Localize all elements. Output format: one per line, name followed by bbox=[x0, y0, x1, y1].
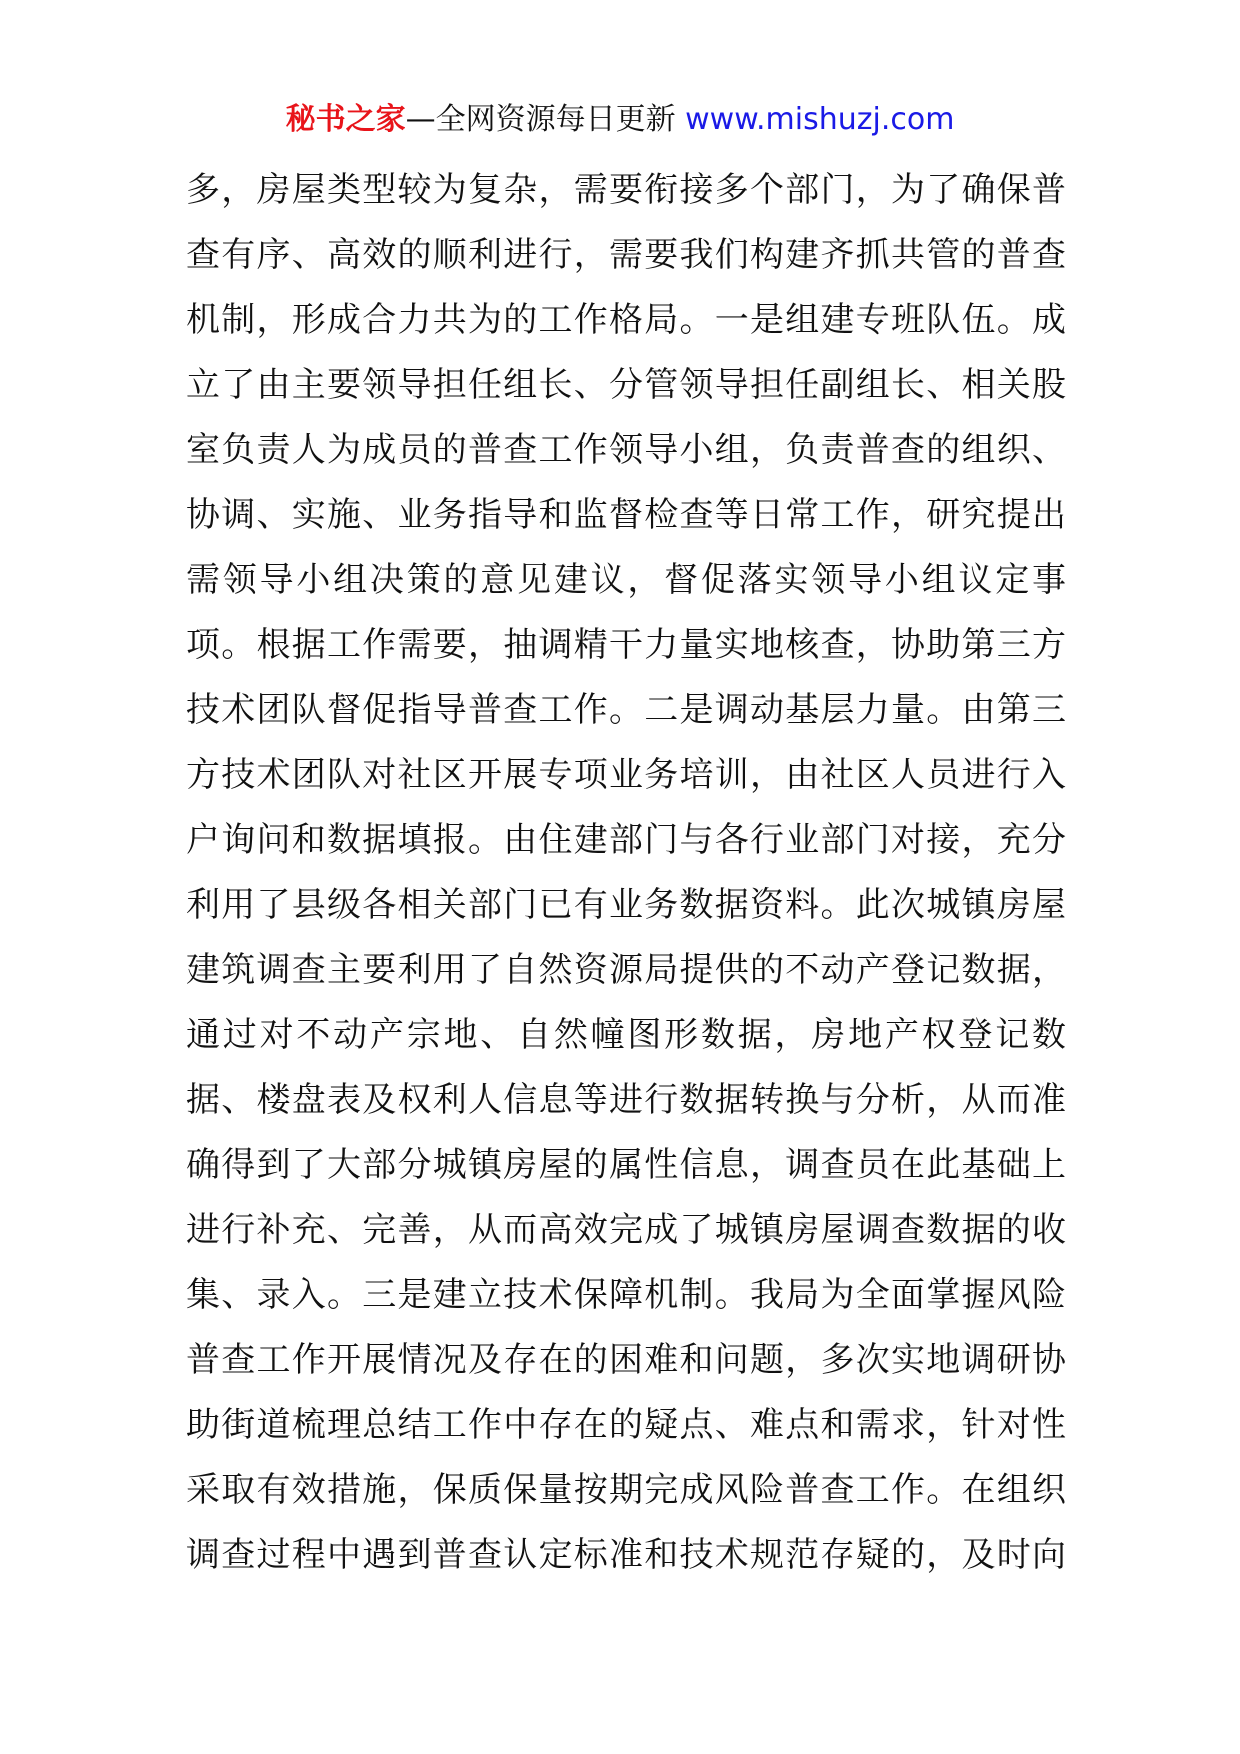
text-line: 技术团队督促指导普查工作。二是调动基层力量。由第三 bbox=[186, 690, 1066, 730]
text-line: 确得到了大部分城镇房屋的属性信息，调查员在此基础上 bbox=[186, 1145, 1066, 1185]
text-line: 进行补充、完善，从而高效完成了城镇房屋调查数据的收 bbox=[186, 1210, 1066, 1250]
text-line: 需领导小组决策的意见建议，督促落实领导小组议定事 bbox=[186, 560, 1066, 600]
page-header bbox=[0, 100, 1240, 140]
text-line: 采取有效措施，保质保量按期完成风险普查工作。在组织 bbox=[186, 1470, 1066, 1510]
text-line: 普查工作开展情况及存在的困难和问题，多次实地调研协 bbox=[186, 1340, 1066, 1380]
text-line: 调查过程中遇到普查认定标准和技术规范存疑的，及时向 bbox=[186, 1535, 1066, 1575]
brand-name: 秘书之家 bbox=[285, 102, 406, 137]
text-line: 利用了县级各相关部门已有业务数据资料。此次城镇房屋 bbox=[186, 885, 1066, 925]
text-line: 立了由主要领导担任组长、分管领导担任副组长、相关股 bbox=[186, 365, 1066, 405]
text-line: 项。根据工作需要，抽调精干力量实地核查，协助第三方 bbox=[186, 625, 1066, 665]
text-line: 据、楼盘表及权利人信息等进行数据转换与分析，从而准 bbox=[186, 1080, 1066, 1120]
header-tagline: —全网资源每日更新 bbox=[405, 102, 686, 137]
document-body bbox=[186, 166, 1066, 1596]
text-line: 通过对不动产宗地、自然幢图形数据，房地产权登记数 bbox=[186, 1015, 1066, 1055]
text-line: 建筑调查主要利用了自然资源局提供的不动产登记数据， bbox=[186, 950, 1066, 990]
text-line: 协调、实施、业务指导和监督检查等日常工作，研究提出 bbox=[186, 495, 1066, 535]
text-line: 户询问和数据填报。由住建部门与各行业部门对接，充分 bbox=[186, 820, 1066, 860]
text-line: 助街道梳理总结工作中存在的疑点、难点和需求，针对性 bbox=[186, 1405, 1066, 1445]
site-url-link[interactable]: www.mishuzj.com bbox=[685, 102, 955, 137]
text-line: 集、录入。三是建立技术保障机制。我局为全面掌握风险 bbox=[186, 1275, 1066, 1315]
text-line: 方技术团队对社区开展专项业务培训，由社区人员进行入 bbox=[186, 755, 1066, 795]
text-line: 机制，形成合力共为的工作格局。一是组建专班队伍。成 bbox=[186, 300, 1066, 340]
text-line: 室负责人为成员的普查工作领导小组，负责普查的组织、 bbox=[186, 430, 1066, 470]
text-line: 多，房屋类型较为复杂，需要衔接多个部门，为了确保普 bbox=[186, 170, 1066, 210]
text-line: 查有序、高效的顺利进行，需要我们构建齐抓共管的普查 bbox=[186, 235, 1066, 275]
